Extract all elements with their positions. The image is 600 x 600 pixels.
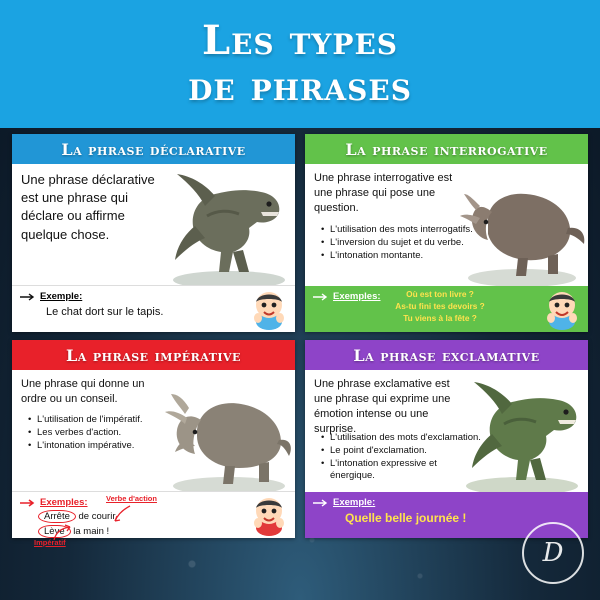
arrow-right-icon bbox=[313, 499, 329, 507]
card-imperative bbox=[12, 340, 295, 547]
card-declarative-example-strip bbox=[12, 285, 295, 332]
card-interrogative-header bbox=[305, 134, 588, 164]
cards-grid bbox=[12, 134, 588, 547]
card-imperative-example-label bbox=[20, 497, 88, 508]
kid-avatar-icon bbox=[249, 494, 289, 536]
card-interrogative-examples bbox=[365, 288, 515, 324]
card-declarative-example-sentence: Le chat dort sur le tapis. bbox=[46, 306, 164, 318]
card-exclamative-header bbox=[305, 340, 588, 370]
example-rest-2: la main ! bbox=[73, 526, 110, 537]
list-item: • L'utilisation des mots interrogatifs. bbox=[330, 224, 482, 236]
list-item: • L'inversion du sujet et du verbe. bbox=[330, 237, 482, 249]
card-interrogative-title: La phrase interrogative bbox=[345, 139, 548, 159]
arrow-right-icon bbox=[20, 499, 36, 507]
example-line: As-tu fini tes devoirs ? bbox=[395, 301, 485, 312]
card-declarative-definition: Une phrase déclarative est une phrase qui déclare ou affirme quelque chose. bbox=[21, 172, 155, 242]
list-item: • L'utilisation des mots d'exclamation. bbox=[330, 432, 482, 444]
page-title-line-2: de phrases bbox=[188, 63, 412, 110]
circled-word-arrete: Arrête bbox=[38, 510, 76, 523]
tyrannosaurus-photo bbox=[165, 168, 293, 292]
circled-word-leve: Lève bbox=[38, 525, 71, 538]
card-exclamative-example-label bbox=[313, 497, 375, 508]
card-exclamative-definition: Une phrase exclamative est une phrase qui exprime une émotion intense ou une surprise. bbox=[314, 378, 451, 435]
card-imperative-header bbox=[12, 340, 295, 370]
card-imperative-example-strip bbox=[12, 491, 295, 547]
card-interrogative-definition: Une phrase interrogative est une phrase qui pose une question. bbox=[314, 172, 453, 214]
list-item: • Les verbes d'action. bbox=[37, 427, 177, 439]
card-interrogative bbox=[305, 134, 588, 332]
watermark-letter: D bbox=[542, 538, 564, 568]
card-declarative bbox=[12, 134, 295, 332]
card-exclamative-example-sentence: Quelle belle journée ! bbox=[345, 511, 467, 525]
example-line: Où est ton livre ? bbox=[406, 289, 474, 299]
card-interrogative-example-word: Exemples: bbox=[333, 291, 381, 302]
list-item: • Le point d'exclamation. bbox=[330, 445, 482, 457]
card-interrogative-example-strip bbox=[305, 286, 588, 332]
card-declarative-example-label bbox=[20, 291, 82, 302]
list-item: • L'intonation impérative. bbox=[37, 440, 177, 452]
red-arrow-icon-2 bbox=[112, 504, 134, 524]
card-declarative-example-word: Exemple: bbox=[40, 291, 83, 302]
example-rest-1: de courir. bbox=[78, 511, 118, 522]
annotation-verbe-action: Verbe d'action bbox=[106, 494, 157, 503]
list-item: • L'utilisation de l'impératif. bbox=[37, 414, 177, 426]
triceratops-photo bbox=[458, 168, 586, 292]
styracosaurus-photo bbox=[165, 374, 293, 498]
card-declarative-header bbox=[12, 134, 295, 164]
title-banner bbox=[0, 0, 600, 128]
watermark-logo bbox=[522, 522, 584, 584]
example-line: Tu viens à la fête ? bbox=[403, 313, 477, 324]
card-imperative-bullets bbox=[24, 414, 177, 453]
list-item: • L'intonation montante. bbox=[330, 250, 482, 262]
card-exclamative-title: La phrase exclamative bbox=[353, 345, 540, 365]
annotation-imperatif: Impératif bbox=[34, 538, 66, 547]
kid-avatar-icon bbox=[542, 288, 582, 330]
tyrannosaurus-green-photo bbox=[458, 374, 586, 498]
arrow-right-icon bbox=[20, 293, 36, 301]
list-item: • L'intonation expressive et énergique. bbox=[330, 458, 482, 482]
card-imperative-definition: Une phrase qui donne un ordre ou un conseil. bbox=[21, 378, 145, 405]
arrow-right-icon bbox=[313, 293, 329, 301]
page-title-line-1: Les types bbox=[201, 17, 399, 64]
kid-avatar-icon bbox=[249, 288, 289, 330]
card-imperative-title: La phrase impérative bbox=[66, 345, 241, 365]
card-exclamative-example-word: Exemple: bbox=[333, 497, 376, 508]
red-arrow-icon bbox=[50, 522, 76, 542]
card-declarative-title: La phrase déclarative bbox=[61, 139, 246, 159]
card-imperative-example-word: Exemples: bbox=[40, 497, 88, 508]
card-exclamative bbox=[305, 340, 588, 538]
